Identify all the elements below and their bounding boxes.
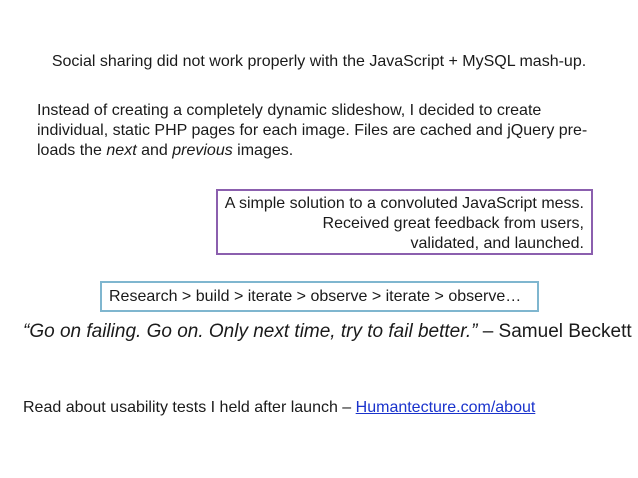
about-link[interactable]: Humantecture.com/about (355, 399, 536, 416)
process-box (100, 281, 539, 312)
footer-note (23, 398, 623, 418)
solution-line-1: A simple solution to a convoluted JavaScript mess. (224, 195, 584, 212)
footer-text: Read about usability tests I held after launch – (23, 399, 356, 416)
process-text: Research > build > iterate > observe > iterate > observe… (109, 288, 522, 305)
solution-box (216, 189, 593, 255)
solution-line-2: Received great feedback from users, (322, 215, 584, 232)
emphasis-next: next (106, 142, 137, 159)
quote-text: “Go on failing. Go on. Only next time, try to fail better.” (23, 321, 478, 342)
solution-line-3: validated, and launched. (410, 235, 584, 252)
approach-line-3-suffix: images. (232, 142, 294, 159)
approach-line-3-prefix: loads the (37, 142, 107, 159)
quote (23, 320, 632, 344)
approach-line-3-mid: and (136, 142, 173, 159)
approach-line-1: Instead of creating a completely dynamic slideshow, I decided to create (37, 102, 542, 119)
intro-text: Social sharing did not work properly with the JavaScript + MySQL mash-up. (51, 53, 587, 70)
approach-paragraph (37, 101, 597, 161)
quote-attribution: – Samuel Beckett (477, 321, 632, 342)
approach-line-2: individual, static PHP pages for each image. Files are cached and jQuery pre- (37, 122, 588, 139)
emphasis-previous: previous (172, 142, 233, 159)
approach-line-3 (37, 141, 597, 161)
